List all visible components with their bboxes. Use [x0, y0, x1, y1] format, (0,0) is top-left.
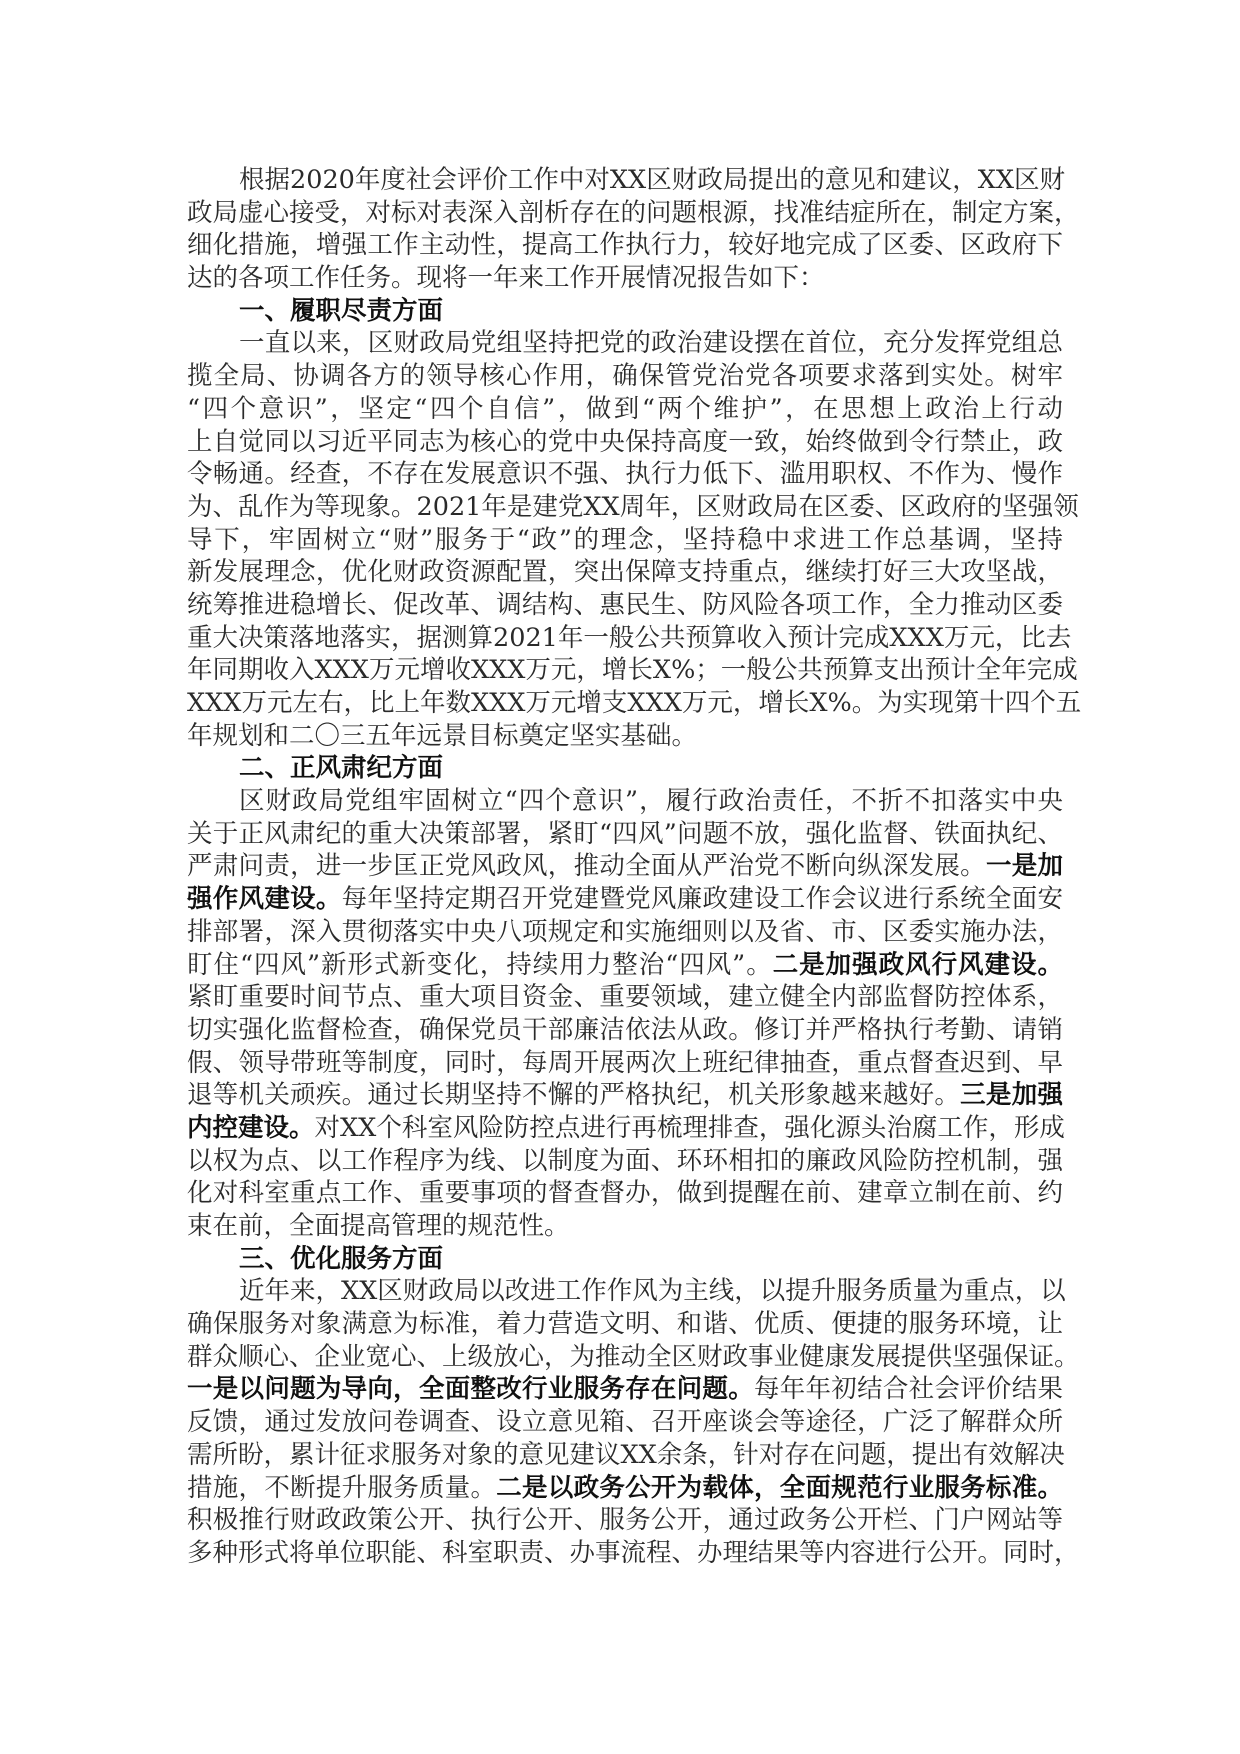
bold-text: 一是以问题为导向，全面整改行业服务存在问题。 [187, 1374, 754, 1405]
body-text: 新发展理念，优化财政资源配置，突出保障支持重点，继续打好三大攻坚战， [187, 557, 1063, 588]
text-line [187, 589, 1063, 622]
body-text: 确保服务对象满意为标准，着力营造文明、和谐、优质、便捷的服务环境，让 [187, 1309, 1063, 1340]
text-line [187, 1079, 1063, 1112]
bold-text: 二、正风肃纪方面 [239, 753, 444, 784]
text-line [187, 1504, 1063, 1537]
body-text: XXX万元左右，比上年数XXX万元增支XXX万元，增长X%。为实现第十四个五 [187, 688, 1082, 718]
body-text: 根据2020年度社会评价工作中对XX区财政局提出的意见和建议，XX区财 [239, 165, 1066, 195]
body-text: 关于正风肃纪的重大决策部署，紧盯“四风”问题不放，强化监督、铁面执纪、 [187, 818, 1063, 849]
text-line [187, 687, 1082, 720]
text-line [187, 818, 1063, 851]
text-line [187, 1537, 1080, 1570]
body-text: 措施，不断提升服务质量。 [187, 1472, 497, 1503]
body-text: 导下，牢固树立“财”服务于“政”的理念，坚持稳中求进工作总基调，坚持 [187, 524, 1063, 555]
text-line [187, 720, 1063, 753]
body-text: “四个意识”，坚定“四个自信”，做到“两个维护”，在思想上政治上行动 [187, 393, 1063, 424]
text-line [187, 327, 1063, 360]
text-line [187, 262, 1063, 295]
body-text: 盯住“四风”新形式新变化，持续用力整治“四风”。 [187, 949, 773, 980]
bold-text: 三、优化服务方面 [239, 1243, 444, 1274]
body-text: 达的各项工作任务。现将一年来工作开展情况报告如下： [187, 263, 825, 294]
text-line [187, 524, 1063, 557]
text-line [187, 491, 1079, 524]
body-text: 每年年初结合社会评价结果 [753, 1374, 1063, 1405]
body-text: 化对科室重点工作、重要事项的督查督办，做到提醒在前、建章立制在前、约 [187, 1178, 1063, 1209]
body-text: 细化措施，增强工作主动性，提高工作执行力，较好地完成了区委、区政府下 [187, 230, 1063, 261]
body-text: 近年来，XX区财政局以改进工作作风为主线，以提升服务质量为重点，以 [239, 1276, 1066, 1307]
body-text: 上自觉同以习近平同志为核心的党中央保持高度一致，始终做到令行禁止，政 [187, 426, 1063, 457]
text-line [187, 1472, 1063, 1505]
text-line [187, 360, 1063, 393]
body-text: 统筹推进稳增长、促改革、调结构、惠民生、防风险各项工作，全力推动区委 [187, 589, 1063, 620]
section-heading [187, 295, 1063, 328]
body-text: 为、乱作为等现象。2021年是建党XX周年，区财政局在区委、区政府的坚强领 [187, 491, 1079, 522]
body-text: 积极推行财政政策公开、执行公开、服务公开，通过政务公开栏、门户网站等 [187, 1505, 1063, 1536]
text-line [187, 654, 1078, 687]
body-text: 区财政局党组牢固树立“四个意识”，履行政治责任，不折不扣落实中央 [239, 786, 1063, 817]
section-heading [187, 752, 1063, 785]
body-text: 退等机关顽疾。通过长期坚持不懈的严格执纪，机关形象越来越好。 [187, 1080, 961, 1111]
text-line [187, 785, 1063, 818]
bold-text: 强作风建设。 [187, 884, 342, 915]
text-line [187, 916, 1063, 949]
body-text: 多种形式将单位职能、科室职责、办事流程、办理结果等内容进行公开。同时， [187, 1537, 1080, 1568]
body-text: 年规划和二〇三五年远景目标奠定坚实基础。 [187, 720, 698, 751]
bold-text: 二是加强政风行风建设。 [772, 949, 1063, 980]
text-line [187, 1112, 1063, 1145]
text-line [187, 883, 1063, 916]
text-line [187, 1145, 1063, 1178]
text-line [187, 1439, 1063, 1472]
text-line [187, 1177, 1063, 1210]
body-text: 揽全局、协调各方的领导核心作用，确保管党治党各项要求落到实处。树牢 [187, 361, 1063, 392]
text-line [187, 458, 1063, 491]
body-text: 年同期收入XXX万元增收XXX万元，增长X%；一般公共预算支出预计全年完成 [187, 655, 1078, 686]
text-line [187, 1275, 1066, 1308]
body-text: 需所盼，累计征求服务对象的意见建议XX余条，针对存在问题，提出有效解决 [187, 1439, 1065, 1470]
body-text: 切实强化监督检查，确保党员干部廉洁依法从政。修订并严格执行考勤、请销 [187, 1014, 1063, 1045]
text-line [187, 393, 1063, 426]
body-text: 政局虚心接受，对标对表深入剖析存在的问题根源，找准结症所在，制定方案， [187, 197, 1080, 228]
section-heading [187, 1243, 1063, 1276]
text-line [187, 197, 1080, 230]
text-line [187, 426, 1063, 459]
body-text: 束在前，全面提高管理的规范性。 [187, 1211, 570, 1241]
text-line [187, 556, 1063, 589]
text-line [187, 229, 1063, 262]
body-text: 一直以来，区财政局党组坚持把党的政治建设摆在首位，充分发挥党组总 [239, 328, 1063, 359]
body-text: 反馈，通过发放问卷调查、设立意见箱、召开座谈会等途径，广泛了解群众所 [187, 1407, 1063, 1438]
bold-text: 一是加 [985, 851, 1063, 882]
text-line [187, 1341, 1080, 1374]
bold-text: 三是加强 [960, 1080, 1063, 1111]
text-line [187, 1406, 1063, 1439]
body-text: 排部署，深入贯彻落实中央八项规定和实施细则以及省、市、区委实施办法， [187, 916, 1063, 947]
body-text: 每年坚持定期召开党建暨党风廉政建设工作会议进行系统全面安 [341, 884, 1063, 915]
text-line [187, 981, 1063, 1014]
text-line [187, 850, 1063, 883]
bold-text: 一、履职尽责方面 [239, 295, 444, 326]
text-line [187, 1047, 1063, 1080]
body-text: 令畅通。经查，不存在发展意识不强、执行力低下、滥用职权、不作为、慢作 [187, 459, 1063, 490]
body-text: 严肃问责，进一步匡正党风政风，推动全面从严治党不断向纵深发展。 [187, 851, 986, 882]
body-text: 对XX个科室风险防控点进行再梳理排查，强化源头治腐工作，形成 [314, 1112, 1065, 1143]
text-line [187, 1308, 1063, 1341]
document-body [187, 164, 1082, 1570]
body-text: 重大决策落地落实，据测算2021年一般公共预算收入预计完成XXX万元，比去 [187, 622, 1072, 653]
text-line [187, 164, 1066, 197]
body-text: 假、领导带班等制度，同时，每周开展两次上班纪律抽查，重点督查迟到、早 [187, 1047, 1063, 1078]
body-text: 群众顺心、企业宽心、上级放心，为推动全区财政事业健康发展提供坚强保证。 [187, 1341, 1080, 1372]
text-line [187, 1014, 1063, 1047]
text-line [187, 622, 1072, 655]
text-line [187, 1210, 1063, 1243]
body-text: 以权为点、以工作程序为线、以制度为面、环环相扣的廉政风险防控机制，强 [187, 1145, 1063, 1176]
body-text: 紧盯重要时间节点、重大项目资金、重要领域，建立健全内部监督防控体系， [187, 982, 1063, 1013]
bold-text: 二是以政务公开为载体，全面规范行业服务标准。 [496, 1472, 1063, 1503]
text-line [187, 949, 1063, 982]
text-line [187, 1373, 1063, 1406]
bold-text: 内控建设。 [187, 1112, 315, 1143]
